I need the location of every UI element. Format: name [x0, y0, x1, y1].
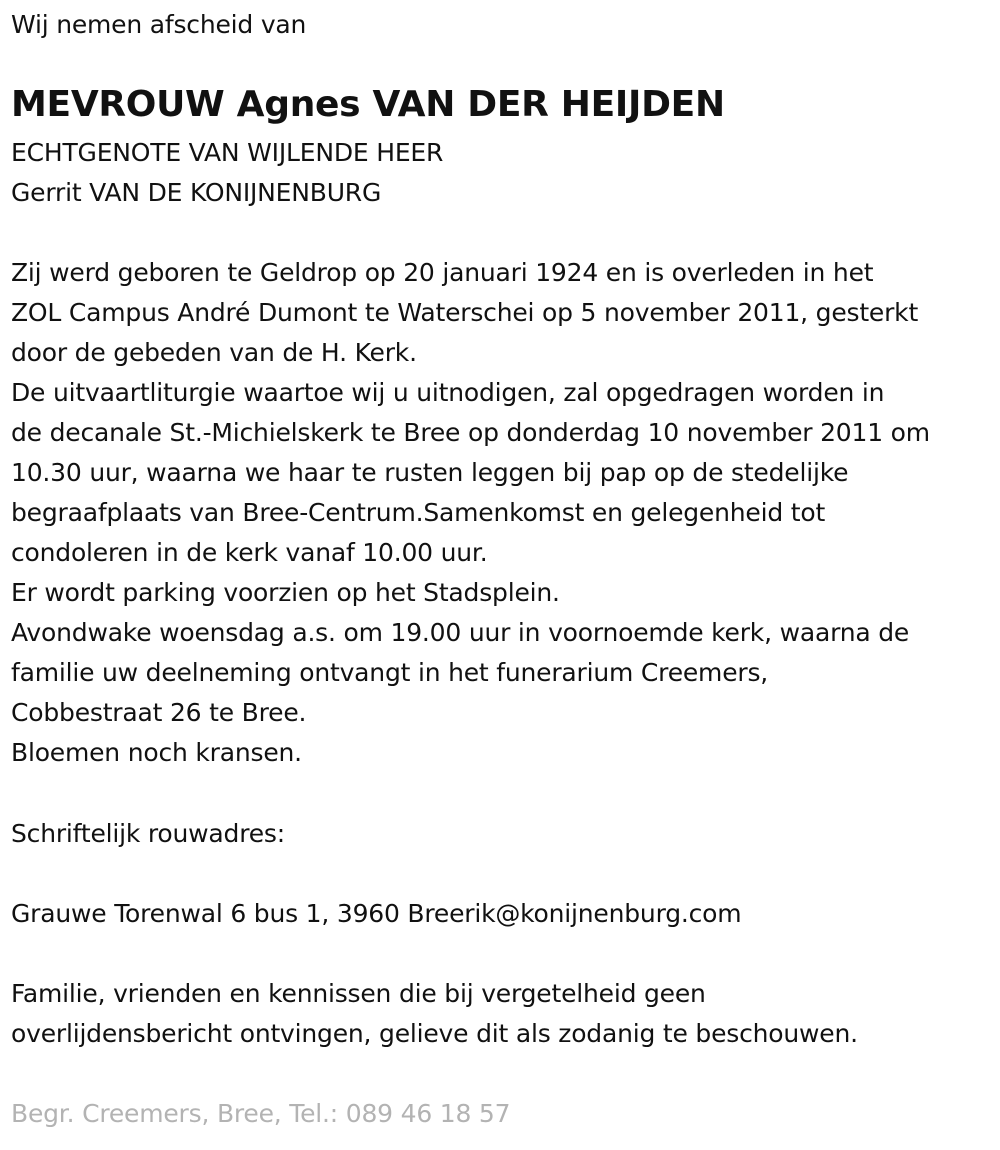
funeral-home-footer: Begr. Creemers, Bree, Tel.: 089 46 18 57: [11, 1099, 511, 1128]
notice-line: Familie, vrienden en kennissen die bij vergetelheid geen: [11, 979, 706, 1008]
family-notice: [11, 974, 858, 1054]
body-line: Er wordt parking voorzien op het Stadsplein.: [11, 578, 560, 607]
body-line: Zij werd geboren te Geldrop op 20 januari 1924 en is overleden in het: [11, 258, 874, 287]
body-line: de decanale St.-Michielskerk te Bree op donderdag 10 november 2011 om: [11, 418, 930, 447]
body-line: Avondwake woensdag a.s. om 19.00 uur in voornoemde kerk, waarna de: [11, 618, 910, 647]
deceased-name: MEVROUW Agnes VAN DER HEIJDEN: [11, 84, 725, 125]
body-line: door de gebeden van de H. Kerk.: [11, 338, 417, 367]
body-line: familie uw deelneming ontvangt in het funerarium Creemers,: [11, 658, 769, 687]
rouwadres-label: Schriftelijk rouwadres:: [11, 819, 285, 848]
spouse-info: [11, 133, 443, 213]
intro-text: Wij nemen afscheid van: [11, 10, 307, 39]
body-line: begraafplaats van Bree-Centrum.Samenkomst en gelegenheid tot: [11, 498, 826, 527]
body-line: De uitvaartliturgie waartoe wij u uitnodigen, zal opgedragen worden in: [11, 378, 885, 407]
body-line: 10.30 uur, waarna we haar te rusten leggen bij pap op de stedelijke: [11, 458, 849, 487]
rouwadres-address: Grauwe Torenwal 6 bus 1, 3960 Breerik@konijnenburg.com: [11, 899, 742, 928]
body-line: ZOL Campus André Dumont te Waterschei op 5 november 2011, gesterkt: [11, 298, 919, 327]
body-line: condoleren in de kerk vanaf 10.00 uur.: [11, 538, 488, 567]
notice-line: overlijdensbericht ontvingen, gelieve dit als zodanig te beschouwen.: [11, 1019, 858, 1048]
spouse-line: ECHTGENOTE VAN WIJLENDE HEER: [11, 138, 444, 167]
body-line: Cobbestraat 26 te Bree.: [11, 698, 307, 727]
obituary-body: [11, 253, 930, 773]
spouse-line: Gerrit VAN DE KONIJNENBURG: [11, 178, 382, 207]
body-line: Bloemen noch kransen.: [11, 738, 302, 767]
